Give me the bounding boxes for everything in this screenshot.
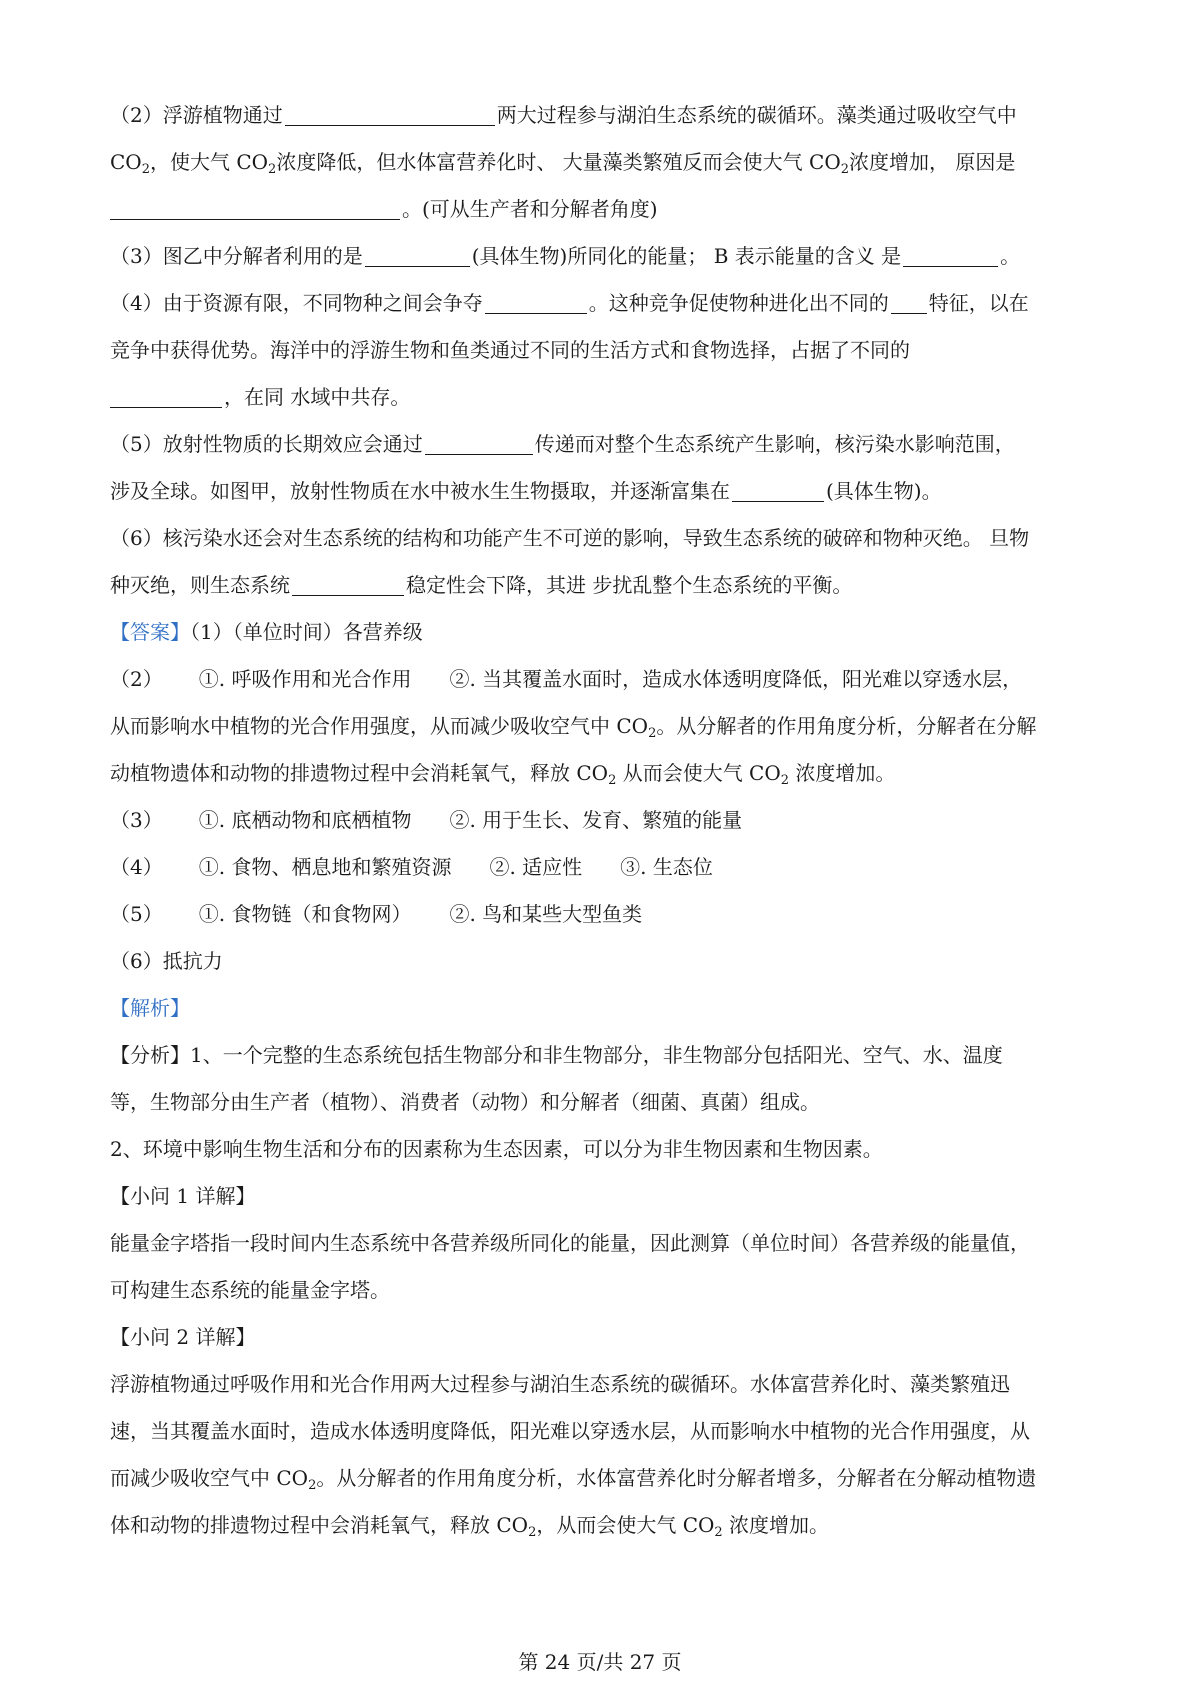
subscript: 2 — [268, 162, 277, 177]
answer-blank — [732, 479, 824, 502]
q6-line2 — [110, 562, 1100, 609]
analysis-text: 能量金字塔指一段时间内生态系统中各营养级所同化的能量，因此测算（单位时间）各营养级的能量值， — [110, 1231, 1030, 1255]
q5-text: 涉及全球。如图甲，放射性物质在水中被水生生物摄取，并逐渐富集在 — [110, 479, 730, 503]
answer-blank — [110, 385, 222, 408]
analysis-tag: 【解析】 — [110, 996, 190, 1020]
q2-text: CO — [110, 150, 142, 174]
answer-blank — [903, 244, 998, 267]
q4-text: ，在同 水域中共存。 — [224, 385, 411, 409]
answer-text: ②. 当其覆盖水面时，造成水体透明度降低，阳光难以穿透水层， — [449, 667, 1023, 691]
page-number: 第 24 页/共 27 页 — [518, 1650, 682, 1674]
analysis-line3 — [110, 1126, 1100, 1173]
subscript: 2 — [608, 773, 617, 788]
q2-text: 两大过程参与湖泊生态系统的碳循环。藻类通过吸收空气中 — [496, 103, 1017, 127]
answer-blank — [292, 573, 404, 596]
q4-text: 竞争中获得优势。海洋中的浮游生物和鱼类通过不同的生活方式和食物选择，占据了不同的 — [110, 338, 910, 362]
analysis-heading — [110, 985, 1100, 1032]
sub2-title — [110, 1314, 1100, 1361]
analysis-text: 浓度增加。 — [722, 1513, 830, 1537]
q4-text: 特征，以在 — [928, 291, 1029, 315]
analysis-text: 体和动物的排遗物过程中会消耗氧气，释放 CO — [110, 1513, 529, 1537]
analysis-text: 。从分解者的作用角度分析，水体富营养化时分解者增多，分解者在分解动植物遗 — [316, 1466, 1037, 1490]
answer-text: 。从分解者的作用角度分析，分解者在分解 — [656, 714, 1037, 738]
answer-text: ②. 适应性 — [489, 855, 583, 879]
analysis-text: 1、一个完整的生态系统包括生物部分和非生物部分，非生物部分包括阳光、空气、水、温度 — [190, 1043, 1003, 1067]
answer-text: （1）（单位时间）各营养级 — [190, 620, 423, 644]
answer-text: ①. 食物链（和食物网） — [198, 902, 412, 926]
answer-text: ①. 底栖动物和底栖植物 — [198, 808, 412, 832]
answer-text: 从而影响水中植物的光合作用强度，从而减少吸收空气中 CO — [110, 714, 649, 738]
q2-line3 — [110, 186, 1100, 233]
q4-line1 — [110, 280, 1100, 327]
q4-text: 。这种竞争促使物种进化出不同的 — [588, 291, 889, 315]
answer-blank — [485, 291, 587, 314]
answer-blank — [285, 103, 495, 126]
sub1-line1 — [110, 1220, 1100, 1267]
answer-line1 — [110, 609, 1100, 656]
q3-text: (具体生物)所同化的能量； B 表示能量的含义 是 — [471, 244, 902, 268]
q5-text: (具体生物)。 — [826, 479, 942, 503]
answer-4-line — [110, 844, 1100, 891]
q2-line2 — [110, 139, 1100, 186]
q3-text: 。 — [1000, 244, 1021, 268]
q2-text: 。(可从生产者和分解者角度) — [402, 197, 658, 221]
answer-text: ②. 鸟和某些大型鱼类 — [449, 902, 643, 926]
answer-2-line3 — [110, 750, 1100, 797]
answer-5-line — [110, 891, 1100, 938]
analysis-text: 而减少吸收空气中 CO — [110, 1466, 309, 1490]
q6-line1 — [110, 515, 1100, 562]
subscript: 2 — [648, 726, 657, 741]
subscript: 2 — [528, 1525, 537, 1540]
answer-6-line — [110, 938, 1100, 985]
answer-number: （5） — [110, 902, 163, 926]
q6-text: （6）核污染水还会对生态系统的结构和功能产生不可逆的影响，导致生态系统的破碎和物种灭绝。 旦物 — [110, 526, 1030, 550]
sub2-line2 — [110, 1408, 1100, 1455]
sub1-line2 — [110, 1267, 1100, 1314]
answer-number: （4） — [110, 855, 163, 879]
subscript: 2 — [141, 162, 150, 177]
answer-tag: 【答案】 — [110, 620, 190, 644]
answer-text: 从而会使大气 CO — [616, 761, 781, 785]
analysis-text: ，从而会使大气 CO — [536, 1513, 715, 1537]
subscript: 2 — [780, 773, 790, 788]
answer-blank — [365, 244, 470, 267]
answer-text: ②. 用于生长、发育、繁殖的能量 — [449, 808, 743, 832]
answer-blank — [891, 291, 927, 314]
q3-line — [110, 233, 1100, 280]
subscript: 2 — [840, 162, 850, 177]
answer-2-line1 — [110, 656, 1100, 703]
answer-text: 浓度增加。 — [789, 761, 896, 785]
subquestion-title: 【小问 1 详解】 — [110, 1184, 256, 1208]
answer-text: ①. 食物、栖息地和繁殖资源 — [198, 855, 452, 879]
answer-text: ③. 生态位 — [620, 855, 713, 879]
q5-label: （5）放射性物质的长期效应会通过 — [110, 432, 423, 456]
analysis-label: 【分析】 — [110, 1043, 190, 1067]
subscript: 2 — [308, 1478, 317, 1493]
q3-label: （3）图乙中分解者利用的是 — [110, 244, 363, 268]
answer-number: （2） — [110, 667, 163, 691]
q2-line1 — [110, 92, 1100, 139]
document-body — [110, 92, 1100, 1549]
q5-text: 传递而对整个生态系统产生影响，核污染水影响范围， — [534, 432, 1015, 456]
analysis-line1 — [110, 1032, 1100, 1079]
subscript: 2 — [714, 1525, 723, 1540]
analysis-text: 速，当其覆盖水面时，造成水体透明度降低，阳光难以穿透水层，从而影响水中植物的光合作用强度，从 — [110, 1419, 1030, 1443]
subquestion-title: 【小问 2 详解】 — [110, 1325, 256, 1349]
answer-3-line — [110, 797, 1100, 844]
sub2-line3 — [110, 1455, 1100, 1502]
analysis-text: 等，生物部分由生产者（植物）、消费者（动物）和分解者（细菌、真菌）组成。 — [110, 1090, 820, 1114]
q2-label: （2）浮游植物通过 — [110, 103, 283, 127]
analysis-text: 2、环境中影响生物生活和分布的因素称为生态因素，可以分为非生物因素和生物因素。 — [110, 1137, 883, 1161]
answer-text: 动植物遗体和动物的排遗物过程中会消耗氧气，释放 CO — [110, 761, 609, 785]
q2-text: 浓度降低，但水体富营养化时、 大量藻类繁殖反而会使大气 CO — [276, 150, 841, 174]
analysis-text: 浮游植物通过呼吸作用和光合作用两大过程参与湖泊生态系统的碳循环。水体富营养化时、藻类繁殖迅 — [110, 1372, 1010, 1396]
q4-label: （4）由于资源有限，不同物种之间会争夺 — [110, 291, 483, 315]
q2-text: 浓度增加， 原因是 — [849, 150, 1016, 174]
answer-2-line2 — [110, 703, 1100, 750]
q5-line1 — [110, 421, 1100, 468]
analysis-line2 — [110, 1079, 1100, 1126]
answer-text: ①. 呼吸作用和光合作用 — [198, 667, 412, 691]
answer-blank — [110, 197, 400, 220]
sub2-line1 — [110, 1361, 1100, 1408]
sub2-line4 — [110, 1502, 1100, 1549]
answer-text: （6）抵抗力 — [110, 949, 223, 973]
sub1-title — [110, 1173, 1100, 1220]
q6-text: 稳定性会下降，其进 步扰乱整个生态系统的平衡。 — [406, 573, 853, 597]
q4-line3 — [110, 374, 1100, 421]
q4-line2 — [110, 327, 1100, 374]
answer-blank — [425, 432, 533, 455]
q5-line2 — [110, 468, 1100, 515]
q2-text: ，使大气 CO — [149, 150, 269, 174]
q6-text: 种灭绝，则生态系统 — [110, 573, 290, 597]
analysis-text: 可构建生态系统的能量金字塔。 — [110, 1278, 390, 1302]
answer-number: （3） — [110, 808, 163, 832]
